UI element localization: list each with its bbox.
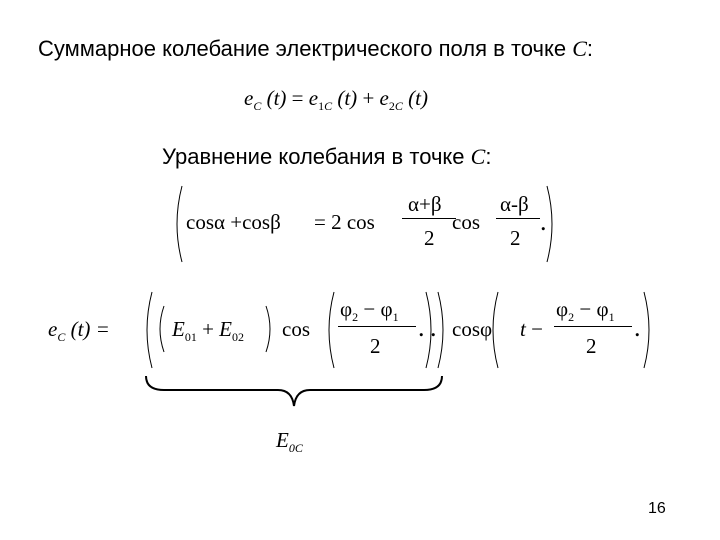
eq1-term2-sub: 2C [388, 99, 403, 114]
heading-total-oscillation-colon: : [586, 36, 594, 61]
eq3-frac1-denominator: 2 [370, 334, 381, 358]
heading-total-oscillation [38, 36, 593, 62]
heading-total-oscillation-var: C [572, 36, 587, 61]
eq1-plus: + [362, 86, 375, 110]
eq1-term2-var: e [379, 86, 389, 110]
eq1-lhs-arg: (t) [266, 86, 287, 110]
eq3-E02-sub: 02 [232, 330, 244, 345]
heading-oscillation-equation-colon: : [485, 144, 492, 169]
eq2-right-paren [545, 184, 559, 264]
eq3-amplitude [172, 317, 244, 345]
eq3-dot: . [418, 313, 425, 342]
eq3-E01-var: E [172, 317, 185, 341]
eq3-E02-var: E [219, 317, 232, 341]
equation-sum [244, 86, 428, 115]
eq2-frac1-denominator: 2 [424, 226, 435, 250]
eq3-plus: + [202, 317, 214, 341]
eq2-frac1-numerator: α+β [408, 192, 442, 216]
eq1-term1-sub: 1C [318, 99, 333, 114]
eq3-amplitude-right-paren [264, 304, 276, 354]
eq3-cos-left-paren [322, 290, 336, 370]
eq3-outer-right-paren [436, 290, 450, 370]
eq3-frac2-line [554, 326, 632, 327]
eq3-lhs [48, 317, 110, 345]
eq2-dot: . [540, 207, 547, 236]
eq3-E01-sub: 01 [184, 330, 197, 345]
eq3-dot-outer: . [430, 313, 437, 342]
eq3-frac1-line [338, 326, 416, 327]
eq3-phase-right-paren [642, 290, 656, 370]
eq3-amplitude-left-paren [154, 304, 166, 354]
eq3-lhs-sub: C [57, 330, 66, 345]
brace-label-sub: 0C [288, 441, 303, 456]
underbrace [144, 374, 444, 410]
eq2-left-paren [170, 184, 184, 264]
eq3-lhs-var: e [48, 317, 58, 341]
eq2-frac1-line [402, 218, 456, 219]
heading-oscillation-equation [162, 144, 491, 170]
eq3-t-var: t [520, 317, 526, 341]
eq3-frac1-numerator: $\varphi_2 - \varphi_1$ [340, 297, 399, 325]
eq1-lhs-var: e [244, 86, 254, 110]
eq1-term1-arg: (t) [337, 86, 358, 110]
eq3-phase-left-paren [486, 290, 500, 370]
eq1-term1-var: e [308, 86, 319, 110]
eq2-frac2-denominator: 2 [510, 226, 521, 250]
slide-number: 16 [648, 500, 666, 517]
eq3-frac2-denominator: 2 [586, 334, 597, 358]
eq1-equals: = [291, 86, 304, 110]
eq3-lhs-arg: (t) = [70, 317, 110, 341]
eq3-phase-minus: − [531, 317, 543, 341]
eq1-term2-arg: (t) [408, 86, 428, 110]
eq2-cos: cos [452, 210, 480, 234]
heading-total-oscillation-text: Суммарное колебание электрического поля в точке [38, 36, 573, 61]
eq3-phase-t [520, 317, 543, 342]
eq3-dot2: . [634, 313, 641, 342]
heading-oscillation-equation-text: Уравнение колебания в точке [162, 144, 471, 169]
brace-label-var: E [276, 428, 289, 452]
eq3-frac2-numerator: $\varphi_2 - \varphi_1$ [556, 297, 615, 325]
eq3-cosphi: cosφ [452, 317, 493, 341]
eq3-cos: cos [282, 317, 310, 341]
eq1-lhs-sub: C [253, 99, 262, 114]
eq3-outer-left-paren [140, 290, 154, 370]
eq2-frac2-numerator: α-β [500, 192, 529, 216]
brace-label [276, 428, 303, 456]
eq2-frac2-line [496, 218, 540, 219]
eq2-lhs: cosα +cosβ [186, 210, 281, 234]
eq2-equals-2cos: = 2 cos [314, 210, 375, 234]
heading-oscillation-equation-var: C [470, 144, 486, 169]
